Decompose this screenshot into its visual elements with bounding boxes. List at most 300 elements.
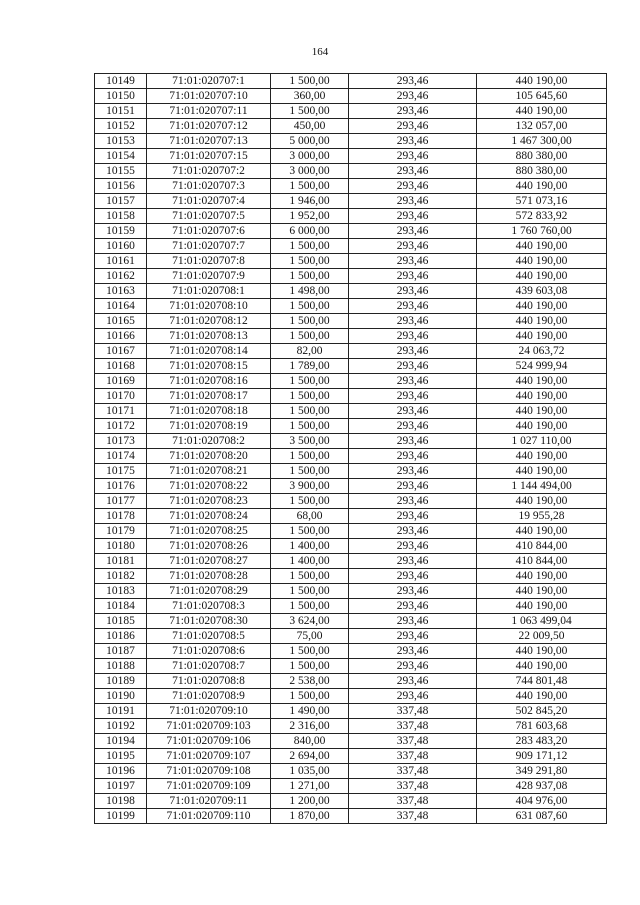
area-cell: 1 500,00 <box>271 494 349 509</box>
cadastral-number-cell: 71:01:020708:19 <box>147 419 271 434</box>
cadastral-number-cell: 71:01:020709:107 <box>147 749 271 764</box>
unit-value-cell: 293,46 <box>349 329 477 344</box>
table-row <box>95 74 607 89</box>
area-cell: 2 538,00 <box>271 674 349 689</box>
row-number-cell: 10184 <box>95 599 147 614</box>
unit-value-cell: 293,46 <box>349 389 477 404</box>
table-row <box>95 719 607 734</box>
cadastral-number-cell: 71:01:020708:13 <box>147 329 271 344</box>
area-cell: 3 624,00 <box>271 614 349 629</box>
cadastral-value-cell: 631 087,60 <box>477 809 607 824</box>
cadastral-number-cell: 71:01:020707:12 <box>147 119 271 134</box>
cadastral-value-cell: 440 190,00 <box>477 179 607 194</box>
unit-value-cell: 293,46 <box>349 644 477 659</box>
cadastral-number-cell: 71:01:020709:109 <box>147 779 271 794</box>
table-row <box>95 209 607 224</box>
row-number-cell: 10166 <box>95 329 147 344</box>
row-number-cell: 10152 <box>95 119 147 134</box>
area-cell: 360,00 <box>271 89 349 104</box>
cadastral-value-cell: 24 063,72 <box>477 344 607 359</box>
row-number-cell: 10182 <box>95 569 147 584</box>
row-number-cell: 10191 <box>95 704 147 719</box>
area-cell: 1 946,00 <box>271 194 349 209</box>
table-row <box>95 254 607 269</box>
table-row <box>95 284 607 299</box>
cadastral-value-cell: 440 190,00 <box>477 644 607 659</box>
table-row <box>95 119 607 134</box>
table-row <box>95 779 607 794</box>
unit-value-cell: 293,46 <box>349 254 477 269</box>
area-cell: 1 400,00 <box>271 539 349 554</box>
table-row <box>95 539 607 554</box>
table-row <box>95 164 607 179</box>
area-cell: 6 000,00 <box>271 224 349 239</box>
row-number-cell: 10158 <box>95 209 147 224</box>
cadastral-value-cell: 572 833,92 <box>477 209 607 224</box>
cadastral-value-cell: 1 144 494,00 <box>477 479 607 494</box>
row-number-cell: 10165 <box>95 314 147 329</box>
unit-value-cell: 293,46 <box>349 419 477 434</box>
table-row <box>95 524 607 539</box>
table-row <box>95 419 607 434</box>
row-number-cell: 10197 <box>95 779 147 794</box>
unit-value-cell: 293,46 <box>349 494 477 509</box>
unit-value-cell: 293,46 <box>349 659 477 674</box>
cadastral-value-cell: 440 190,00 <box>477 494 607 509</box>
row-number-cell: 10189 <box>95 674 147 689</box>
table-row <box>95 704 607 719</box>
unit-value-cell: 293,46 <box>349 149 477 164</box>
area-cell: 75,00 <box>271 629 349 644</box>
cadastral-number-cell: 71:01:020707:7 <box>147 239 271 254</box>
table-row <box>95 329 607 344</box>
unit-value-cell: 337,48 <box>349 719 477 734</box>
cadastral-value-cell: 440 190,00 <box>477 254 607 269</box>
table-row <box>95 149 607 164</box>
cadastral-value-cell: 524 999,94 <box>477 359 607 374</box>
cadastral-value-cell: 132 057,00 <box>477 119 607 134</box>
area-cell: 3 500,00 <box>271 434 349 449</box>
cadastral-number-cell: 71:01:020707:11 <box>147 104 271 119</box>
unit-value-cell: 293,46 <box>349 614 477 629</box>
row-number-cell: 10162 <box>95 269 147 284</box>
cadastral-number-cell: 71:01:020709:11 <box>147 794 271 809</box>
row-number-cell: 10177 <box>95 494 147 509</box>
table-row <box>95 344 607 359</box>
unit-value-cell: 293,46 <box>349 164 477 179</box>
table-row <box>95 629 607 644</box>
row-number-cell: 10174 <box>95 449 147 464</box>
area-cell: 1 500,00 <box>271 269 349 284</box>
cadastral-value-cell: 440 190,00 <box>477 374 607 389</box>
area-cell: 450,00 <box>271 119 349 134</box>
cadastral-number-cell: 71:01:020707:6 <box>147 224 271 239</box>
row-number-cell: 10194 <box>95 734 147 749</box>
row-number-cell: 10195 <box>95 749 147 764</box>
area-cell: 1 500,00 <box>271 584 349 599</box>
unit-value-cell: 293,46 <box>349 449 477 464</box>
unit-value-cell: 293,46 <box>349 404 477 419</box>
unit-value-cell: 337,48 <box>349 734 477 749</box>
cadastral-value-cell: 440 190,00 <box>477 299 607 314</box>
cadastral-number-cell: 71:01:020708:14 <box>147 344 271 359</box>
area-cell: 1 500,00 <box>271 374 349 389</box>
unit-value-cell: 293,46 <box>349 629 477 644</box>
cadastral-number-cell: 71:01:020709:110 <box>147 809 271 824</box>
cadastral-number-cell: 71:01:020709:103 <box>147 719 271 734</box>
table-row <box>95 89 607 104</box>
cadastral-value-cell: 440 190,00 <box>477 449 607 464</box>
table-row <box>95 434 607 449</box>
page-number: 164 <box>311 46 329 58</box>
table-row <box>95 404 607 419</box>
table-row <box>95 179 607 194</box>
cadastral-value-cell: 410 844,00 <box>477 554 607 569</box>
table-row <box>95 809 607 824</box>
row-number-cell: 10155 <box>95 164 147 179</box>
table-row <box>95 314 607 329</box>
unit-value-cell: 337,48 <box>349 764 477 779</box>
row-number-cell: 10151 <box>95 104 147 119</box>
cadastral-number-cell: 71:01:020708:2 <box>147 434 271 449</box>
cadastral-value-cell: 440 190,00 <box>477 689 607 704</box>
cadastral-value-cell: 105 645,60 <box>477 89 607 104</box>
cadastral-value-table <box>94 73 607 824</box>
cadastral-value-cell: 440 190,00 <box>477 314 607 329</box>
table-row <box>95 764 607 779</box>
cadastral-value-cell: 909 171,12 <box>477 749 607 764</box>
row-number-cell: 10178 <box>95 509 147 524</box>
area-cell: 1 500,00 <box>271 419 349 434</box>
unit-value-cell: 293,46 <box>349 539 477 554</box>
cadastral-value-cell: 1 467 300,00 <box>477 134 607 149</box>
cadastral-number-cell: 71:01:020708:3 <box>147 599 271 614</box>
table-body <box>95 74 607 824</box>
row-number-cell: 10167 <box>95 344 147 359</box>
area-cell: 2 694,00 <box>271 749 349 764</box>
cadastral-number-cell: 71:01:020709:108 <box>147 764 271 779</box>
area-cell: 1 500,00 <box>271 179 349 194</box>
area-cell: 1 500,00 <box>271 569 349 584</box>
area-cell: 3 900,00 <box>271 479 349 494</box>
table-row <box>95 584 607 599</box>
table-row <box>95 224 607 239</box>
row-number-cell: 10171 <box>95 404 147 419</box>
cadastral-number-cell: 71:01:020708:23 <box>147 494 271 509</box>
table-row <box>95 689 607 704</box>
unit-value-cell: 293,46 <box>349 464 477 479</box>
row-number-cell: 10185 <box>95 614 147 629</box>
row-number-cell: 10199 <box>95 809 147 824</box>
row-number-cell: 10175 <box>95 464 147 479</box>
area-cell: 1 490,00 <box>271 704 349 719</box>
cadastral-value-cell: 1 063 499,04 <box>477 614 607 629</box>
unit-value-cell: 293,46 <box>349 434 477 449</box>
unit-value-cell: 337,48 <box>349 809 477 824</box>
table-row <box>95 479 607 494</box>
row-number-cell: 10160 <box>95 239 147 254</box>
cadastral-number-cell: 71:01:020707:10 <box>147 89 271 104</box>
unit-value-cell: 293,46 <box>349 344 477 359</box>
row-number-cell: 10168 <box>95 359 147 374</box>
row-number-cell: 10198 <box>95 794 147 809</box>
cadastral-number-cell: 71:01:020707:15 <box>147 149 271 164</box>
cadastral-value-cell: 440 190,00 <box>477 569 607 584</box>
row-number-cell: 10157 <box>95 194 147 209</box>
area-cell: 1 500,00 <box>271 644 349 659</box>
row-number-cell: 10172 <box>95 419 147 434</box>
cadastral-value-cell: 349 291,80 <box>477 764 607 779</box>
row-number-cell: 10163 <box>95 284 147 299</box>
unit-value-cell: 293,46 <box>349 299 477 314</box>
cadastral-number-cell: 71:01:020707:1 <box>147 74 271 89</box>
unit-value-cell: 293,46 <box>349 314 477 329</box>
row-number-cell: 10190 <box>95 689 147 704</box>
row-number-cell: 10159 <box>95 224 147 239</box>
row-number-cell: 10186 <box>95 629 147 644</box>
area-cell: 1 500,00 <box>271 404 349 419</box>
cadastral-value-cell: 440 190,00 <box>477 239 607 254</box>
area-cell: 1 500,00 <box>271 299 349 314</box>
unit-value-cell: 293,46 <box>349 599 477 614</box>
cadastral-number-cell: 71:01:020708:5 <box>147 629 271 644</box>
table-row <box>95 674 607 689</box>
cadastral-value-cell: 880 380,00 <box>477 149 607 164</box>
cadastral-number-cell: 71:01:020708:21 <box>147 464 271 479</box>
unit-value-cell: 293,46 <box>349 524 477 539</box>
cadastral-number-cell: 71:01:020708:22 <box>147 479 271 494</box>
cadastral-value-cell: 440 190,00 <box>477 104 607 119</box>
cadastral-number-cell: 71:01:020708:20 <box>147 449 271 464</box>
area-cell: 68,00 <box>271 509 349 524</box>
unit-value-cell: 293,46 <box>349 269 477 284</box>
cadastral-number-cell: 71:01:020708:24 <box>147 509 271 524</box>
cadastral-number-cell: 71:01:020708:27 <box>147 554 271 569</box>
cadastral-value-cell: 440 190,00 <box>477 659 607 674</box>
row-number-cell: 10181 <box>95 554 147 569</box>
cadastral-number-cell: 71:01:020708:1 <box>147 284 271 299</box>
table-row <box>95 569 607 584</box>
cadastral-value-cell: 440 190,00 <box>477 269 607 284</box>
unit-value-cell: 293,46 <box>349 119 477 134</box>
cadastral-value-cell: 283 483,20 <box>477 734 607 749</box>
area-cell: 1 400,00 <box>271 554 349 569</box>
cadastral-number-cell: 71:01:020708:8 <box>147 674 271 689</box>
row-number-cell: 10154 <box>95 149 147 164</box>
cadastral-number-cell: 71:01:020708:6 <box>147 644 271 659</box>
cadastral-value-cell: 440 190,00 <box>477 584 607 599</box>
area-cell: 1 789,00 <box>271 359 349 374</box>
table-row <box>95 464 607 479</box>
cadastral-number-cell: 71:01:020708:17 <box>147 389 271 404</box>
cadastral-value-cell: 439 603,08 <box>477 284 607 299</box>
unit-value-cell: 293,46 <box>349 74 477 89</box>
unit-value-cell: 293,46 <box>349 554 477 569</box>
area-cell: 840,00 <box>271 734 349 749</box>
table-row <box>95 659 607 674</box>
table-row <box>95 494 607 509</box>
cadastral-value-cell: 571 073,16 <box>477 194 607 209</box>
row-number-cell: 10169 <box>95 374 147 389</box>
area-cell: 1 500,00 <box>271 689 349 704</box>
cadastral-number-cell: 71:01:020708:9 <box>147 689 271 704</box>
cadastral-value-cell: 22 009,50 <box>477 629 607 644</box>
area-cell: 1 498,00 <box>271 284 349 299</box>
unit-value-cell: 293,46 <box>349 569 477 584</box>
row-number-cell: 10150 <box>95 89 147 104</box>
area-cell: 1 500,00 <box>271 254 349 269</box>
cadastral-value-cell: 428 937,08 <box>477 779 607 794</box>
unit-value-cell: 293,46 <box>349 479 477 494</box>
area-cell: 5 000,00 <box>271 134 349 149</box>
row-number-cell: 10180 <box>95 539 147 554</box>
table-row <box>95 239 607 254</box>
table-row <box>95 269 607 284</box>
row-number-cell: 10196 <box>95 764 147 779</box>
unit-value-cell: 337,48 <box>349 794 477 809</box>
cadastral-number-cell: 71:01:020708:15 <box>147 359 271 374</box>
table-row <box>95 599 607 614</box>
table-row <box>95 299 607 314</box>
row-number-cell: 10173 <box>95 434 147 449</box>
table-row <box>95 509 607 524</box>
area-cell: 1 035,00 <box>271 764 349 779</box>
cadastral-value-cell: 781 603,68 <box>477 719 607 734</box>
cadastral-value-cell: 744 801,48 <box>477 674 607 689</box>
unit-value-cell: 293,46 <box>349 134 477 149</box>
table-row <box>95 794 607 809</box>
row-number-cell: 10149 <box>95 74 147 89</box>
cadastral-number-cell: 71:01:020708:10 <box>147 299 271 314</box>
unit-value-cell: 293,46 <box>349 374 477 389</box>
cadastral-number-cell: 71:01:020708:29 <box>147 584 271 599</box>
row-number-cell: 10153 <box>95 134 147 149</box>
unit-value-cell: 293,46 <box>349 584 477 599</box>
area-cell: 3 000,00 <box>271 164 349 179</box>
unit-value-cell: 293,46 <box>349 224 477 239</box>
row-number-cell: 10179 <box>95 524 147 539</box>
cadastral-value-cell: 1 027 110,00 <box>477 434 607 449</box>
cadastral-value-cell: 440 190,00 <box>477 74 607 89</box>
cadastral-value-cell: 880 380,00 <box>477 164 607 179</box>
cadastral-value-cell: 502 845,20 <box>477 704 607 719</box>
cadastral-value-cell: 440 190,00 <box>477 389 607 404</box>
area-cell: 1 500,00 <box>271 329 349 344</box>
unit-value-cell: 293,46 <box>349 179 477 194</box>
area-cell: 1 500,00 <box>271 389 349 404</box>
cadastral-number-cell: 71:01:020707:9 <box>147 269 271 284</box>
row-number-cell: 10161 <box>95 254 147 269</box>
area-cell: 1 500,00 <box>271 599 349 614</box>
unit-value-cell: 293,46 <box>349 284 477 299</box>
row-number-cell: 10183 <box>95 584 147 599</box>
row-number-cell: 10156 <box>95 179 147 194</box>
cadastral-number-cell: 71:01:020708:25 <box>147 524 271 539</box>
cadastral-number-cell: 71:01:020707:4 <box>147 194 271 209</box>
area-cell: 1 500,00 <box>271 524 349 539</box>
cadastral-value-cell: 440 190,00 <box>477 419 607 434</box>
cadastral-number-cell: 71:01:020708:12 <box>147 314 271 329</box>
table-row <box>95 104 607 119</box>
row-number-cell: 10170 <box>95 389 147 404</box>
cadastral-number-cell: 71:01:020708:26 <box>147 539 271 554</box>
cadastral-value-cell: 440 190,00 <box>477 524 607 539</box>
row-number-cell: 10192 <box>95 719 147 734</box>
table-row <box>95 374 607 389</box>
cadastral-number-cell: 71:01:020708:7 <box>147 659 271 674</box>
unit-value-cell: 293,46 <box>349 239 477 254</box>
cadastral-number-cell: 71:01:020707:3 <box>147 179 271 194</box>
area-cell: 1 200,00 <box>271 794 349 809</box>
cadastral-number-cell: 71:01:020708:30 <box>147 614 271 629</box>
row-number-cell: 10188 <box>95 659 147 674</box>
table-row <box>95 194 607 209</box>
unit-value-cell: 293,46 <box>349 359 477 374</box>
cadastral-number-cell: 71:01:020708:28 <box>147 569 271 584</box>
cadastral-value-cell: 440 190,00 <box>477 464 607 479</box>
unit-value-cell: 293,46 <box>349 89 477 104</box>
cadastral-number-cell: 71:01:020708:16 <box>147 374 271 389</box>
table-row <box>95 389 607 404</box>
cadastral-value-cell: 404 976,00 <box>477 794 607 809</box>
area-cell: 3 000,00 <box>271 149 349 164</box>
table-row <box>95 749 607 764</box>
table-row <box>95 134 607 149</box>
area-cell: 82,00 <box>271 344 349 359</box>
row-number-cell: 10187 <box>95 644 147 659</box>
area-cell: 1 500,00 <box>271 449 349 464</box>
cadastral-value-cell: 1 760 760,00 <box>477 224 607 239</box>
unit-value-cell: 293,46 <box>349 674 477 689</box>
area-cell: 1 500,00 <box>271 314 349 329</box>
area-cell: 1 500,00 <box>271 659 349 674</box>
area-cell: 1 500,00 <box>271 104 349 119</box>
table-row <box>95 554 607 569</box>
area-cell: 1 870,00 <box>271 809 349 824</box>
cadastral-number-cell: 71:01:020709:106 <box>147 734 271 749</box>
unit-value-cell: 293,46 <box>349 689 477 704</box>
table-row <box>95 449 607 464</box>
area-cell: 2 316,00 <box>271 719 349 734</box>
unit-value-cell: 293,46 <box>349 509 477 524</box>
cadastral-number-cell: 71:01:020707:8 <box>147 254 271 269</box>
table-row <box>95 734 607 749</box>
cadastral-value-cell: 440 190,00 <box>477 599 607 614</box>
cadastral-number-cell: 71:01:020708:18 <box>147 404 271 419</box>
area-cell: 1 952,00 <box>271 209 349 224</box>
table-row <box>95 614 607 629</box>
unit-value-cell: 337,48 <box>349 749 477 764</box>
unit-value-cell: 293,46 <box>349 194 477 209</box>
cadastral-value-cell: 410 844,00 <box>477 539 607 554</box>
row-number-cell: 10176 <box>95 479 147 494</box>
unit-value-cell: 337,48 <box>349 704 477 719</box>
cadastral-value-cell: 440 190,00 <box>477 404 607 419</box>
cadastral-number-cell: 71:01:020709:10 <box>147 704 271 719</box>
cadastral-number-cell: 71:01:020707:13 <box>147 134 271 149</box>
area-cell: 1 500,00 <box>271 74 349 89</box>
area-cell: 1 271,00 <box>271 779 349 794</box>
row-number-cell: 10164 <box>95 299 147 314</box>
table-row <box>95 644 607 659</box>
unit-value-cell: 293,46 <box>349 104 477 119</box>
cadastral-value-cell: 19 955,28 <box>477 509 607 524</box>
table-row <box>95 359 607 374</box>
cadastral-value-cell: 440 190,00 <box>477 329 607 344</box>
unit-value-cell: 337,48 <box>349 779 477 794</box>
area-cell: 1 500,00 <box>271 464 349 479</box>
area-cell: 1 500,00 <box>271 239 349 254</box>
